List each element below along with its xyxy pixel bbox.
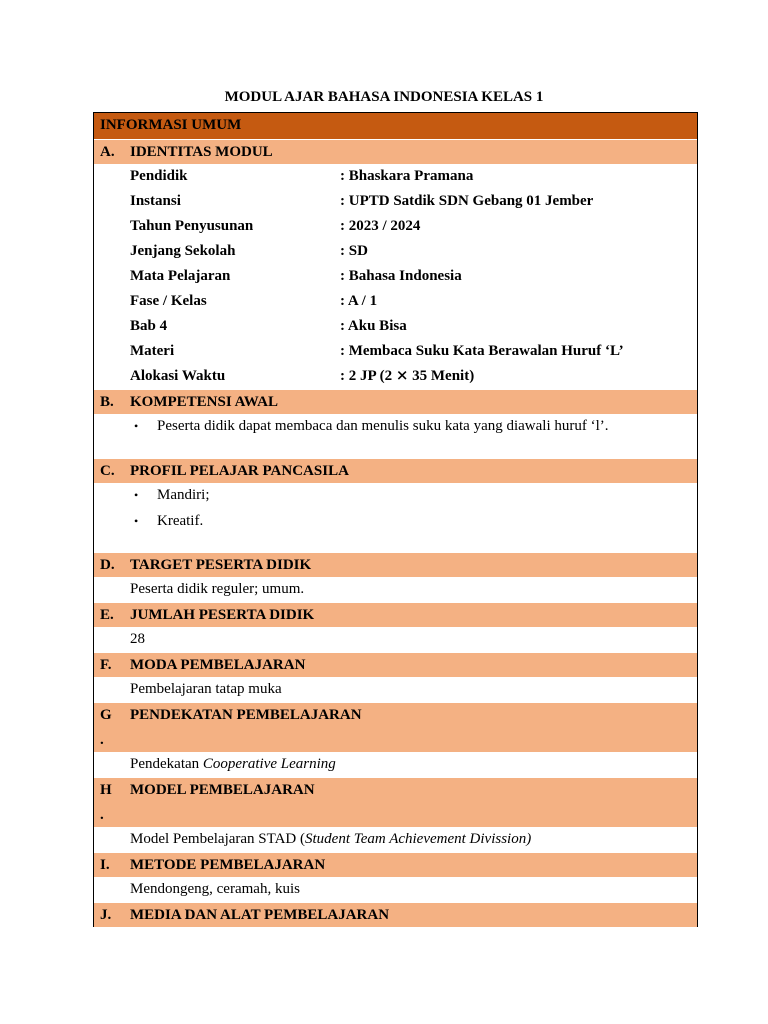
spacer bbox=[94, 535, 697, 552]
section-text-prefix: Model Pembelajaran STAD ( bbox=[130, 831, 306, 847]
section-title: TARGET PESERTA DIDIK bbox=[130, 557, 312, 573]
field-value: : 2023 / 2024 bbox=[340, 218, 421, 234]
section-letter-char: G bbox=[100, 707, 112, 723]
list-item bbox=[94, 414, 697, 440]
section-body bbox=[94, 827, 697, 852]
field-label: Instansi bbox=[130, 193, 181, 209]
section-letter: J. bbox=[100, 907, 112, 923]
bullet-icon: • bbox=[134, 514, 139, 528]
section-h-header bbox=[94, 777, 697, 827]
field-value: : A / 1 bbox=[340, 293, 378, 309]
section-body bbox=[94, 752, 697, 777]
section-text: Pembelajaran tatap muka bbox=[130, 681, 282, 697]
field-row-bab bbox=[94, 314, 697, 339]
field-value: : Aku Bisa bbox=[340, 318, 407, 334]
field-value: : Bahasa Indonesia bbox=[340, 268, 462, 284]
section-body bbox=[94, 577, 697, 602]
field-label: Fase / Kelas bbox=[130, 293, 207, 309]
field-row-materi bbox=[94, 339, 697, 364]
section-c-header bbox=[94, 458, 697, 483]
bullet-icon: • bbox=[134, 419, 139, 433]
field-label: Jenjang Sekolah bbox=[130, 243, 236, 259]
section-text: Mendongeng, ceramah, kuis bbox=[130, 881, 300, 897]
document-title: MODUL AJAR BAHASA INDONESIA KELAS 1 bbox=[224, 89, 544, 105]
section-body bbox=[94, 627, 697, 652]
list-item-text: Kreatif. bbox=[157, 513, 204, 529]
section-title: PENDEKATAN PEMBELAJARAN bbox=[130, 707, 362, 723]
list-item-text: Peserta didik dapat membaca dan menulis suku kata yang diawali huruf ‘l’. bbox=[157, 418, 609, 434]
section-body bbox=[94, 677, 697, 702]
spacer bbox=[94, 440, 697, 458]
section-j-header bbox=[94, 902, 697, 927]
field-row-instansi bbox=[94, 189, 697, 214]
section-text-italic: Cooperative Learning bbox=[202, 756, 336, 772]
bullet-icon: • bbox=[134, 488, 139, 502]
section-g-header bbox=[94, 702, 697, 752]
section-title: MEDIA DAN ALAT PEMBELAJARAN bbox=[130, 907, 390, 923]
section-title: MODA PEMBELAJARAN bbox=[130, 657, 306, 673]
section-title: JUMLAH PESERTA DIDIK bbox=[130, 607, 315, 623]
field-label: Bab 4 bbox=[130, 318, 168, 334]
section-d-header bbox=[94, 552, 697, 577]
field-row-tahun bbox=[94, 214, 697, 239]
section-title: IDENTITAS MODUL bbox=[130, 144, 273, 160]
field-row-pendidik bbox=[94, 164, 697, 189]
section-a-header bbox=[94, 139, 697, 164]
field-row-fase bbox=[94, 289, 697, 314]
section-letter: I. bbox=[100, 857, 110, 873]
section-title: MODEL PEMBELAJARAN bbox=[130, 782, 315, 798]
section-letter-dot: . bbox=[100, 732, 104, 748]
module-table bbox=[93, 112, 698, 927]
section-letter bbox=[100, 778, 126, 828]
general-info-header: INFORMASI UMUM bbox=[94, 113, 697, 139]
section-letter: E. bbox=[100, 607, 114, 623]
field-value: : SD bbox=[340, 243, 368, 259]
list-item bbox=[94, 483, 697, 509]
section-text bbox=[130, 752, 336, 777]
field-value: : UPTD Satdik SDN Gebang 01 Jember bbox=[340, 193, 594, 209]
section-letter bbox=[100, 703, 126, 753]
section-e-header bbox=[94, 602, 697, 627]
section-f-header bbox=[94, 652, 697, 677]
field-row-alokasi bbox=[94, 364, 697, 389]
field-row-mapel bbox=[94, 264, 697, 289]
field-label: Mata Pelajaran bbox=[130, 268, 231, 284]
section-body bbox=[94, 877, 697, 902]
section-text-italic: Student Team Achievement Divission) bbox=[305, 831, 532, 847]
section-text-prefix: Pendekatan bbox=[130, 756, 203, 772]
section-text bbox=[130, 827, 531, 852]
list-item-text: Mandiri; bbox=[157, 487, 210, 503]
field-label: Materi bbox=[130, 343, 175, 359]
list-item bbox=[94, 509, 697, 535]
section-i-header bbox=[94, 852, 697, 877]
field-label: Pendidik bbox=[130, 168, 188, 184]
section-letter: A. bbox=[100, 144, 115, 160]
section-b-header bbox=[94, 389, 697, 414]
field-label: Tahun Penyusunan bbox=[130, 218, 254, 234]
section-title: KOMPETENSI AWAL bbox=[130, 394, 278, 410]
field-row-jenjang bbox=[94, 239, 697, 264]
section-letter-char: H bbox=[100, 782, 112, 798]
section-text: Peserta didik reguler; umum. bbox=[130, 581, 305, 597]
section-letter: F. bbox=[100, 657, 112, 673]
section-text: 28 bbox=[130, 631, 145, 647]
section-letter: C. bbox=[100, 463, 115, 479]
section-title: PROFIL PELAJAR PANCASILA bbox=[130, 463, 349, 479]
section-title: METODE PEMBELAJARAN bbox=[130, 857, 326, 873]
field-label: Alokasi Waktu bbox=[130, 368, 226, 384]
field-value: : Bhaskara Pramana bbox=[340, 168, 474, 184]
section-letter: D. bbox=[100, 557, 115, 573]
field-value: : 2 JP (2 ⨯ 35 Menit) bbox=[340, 368, 475, 384]
field-value: : Membaca Suku Kata Berawalan Huruf ‘L’ bbox=[340, 343, 624, 359]
section-letter-dot: . bbox=[100, 807, 104, 823]
section-letter: B. bbox=[100, 394, 114, 410]
